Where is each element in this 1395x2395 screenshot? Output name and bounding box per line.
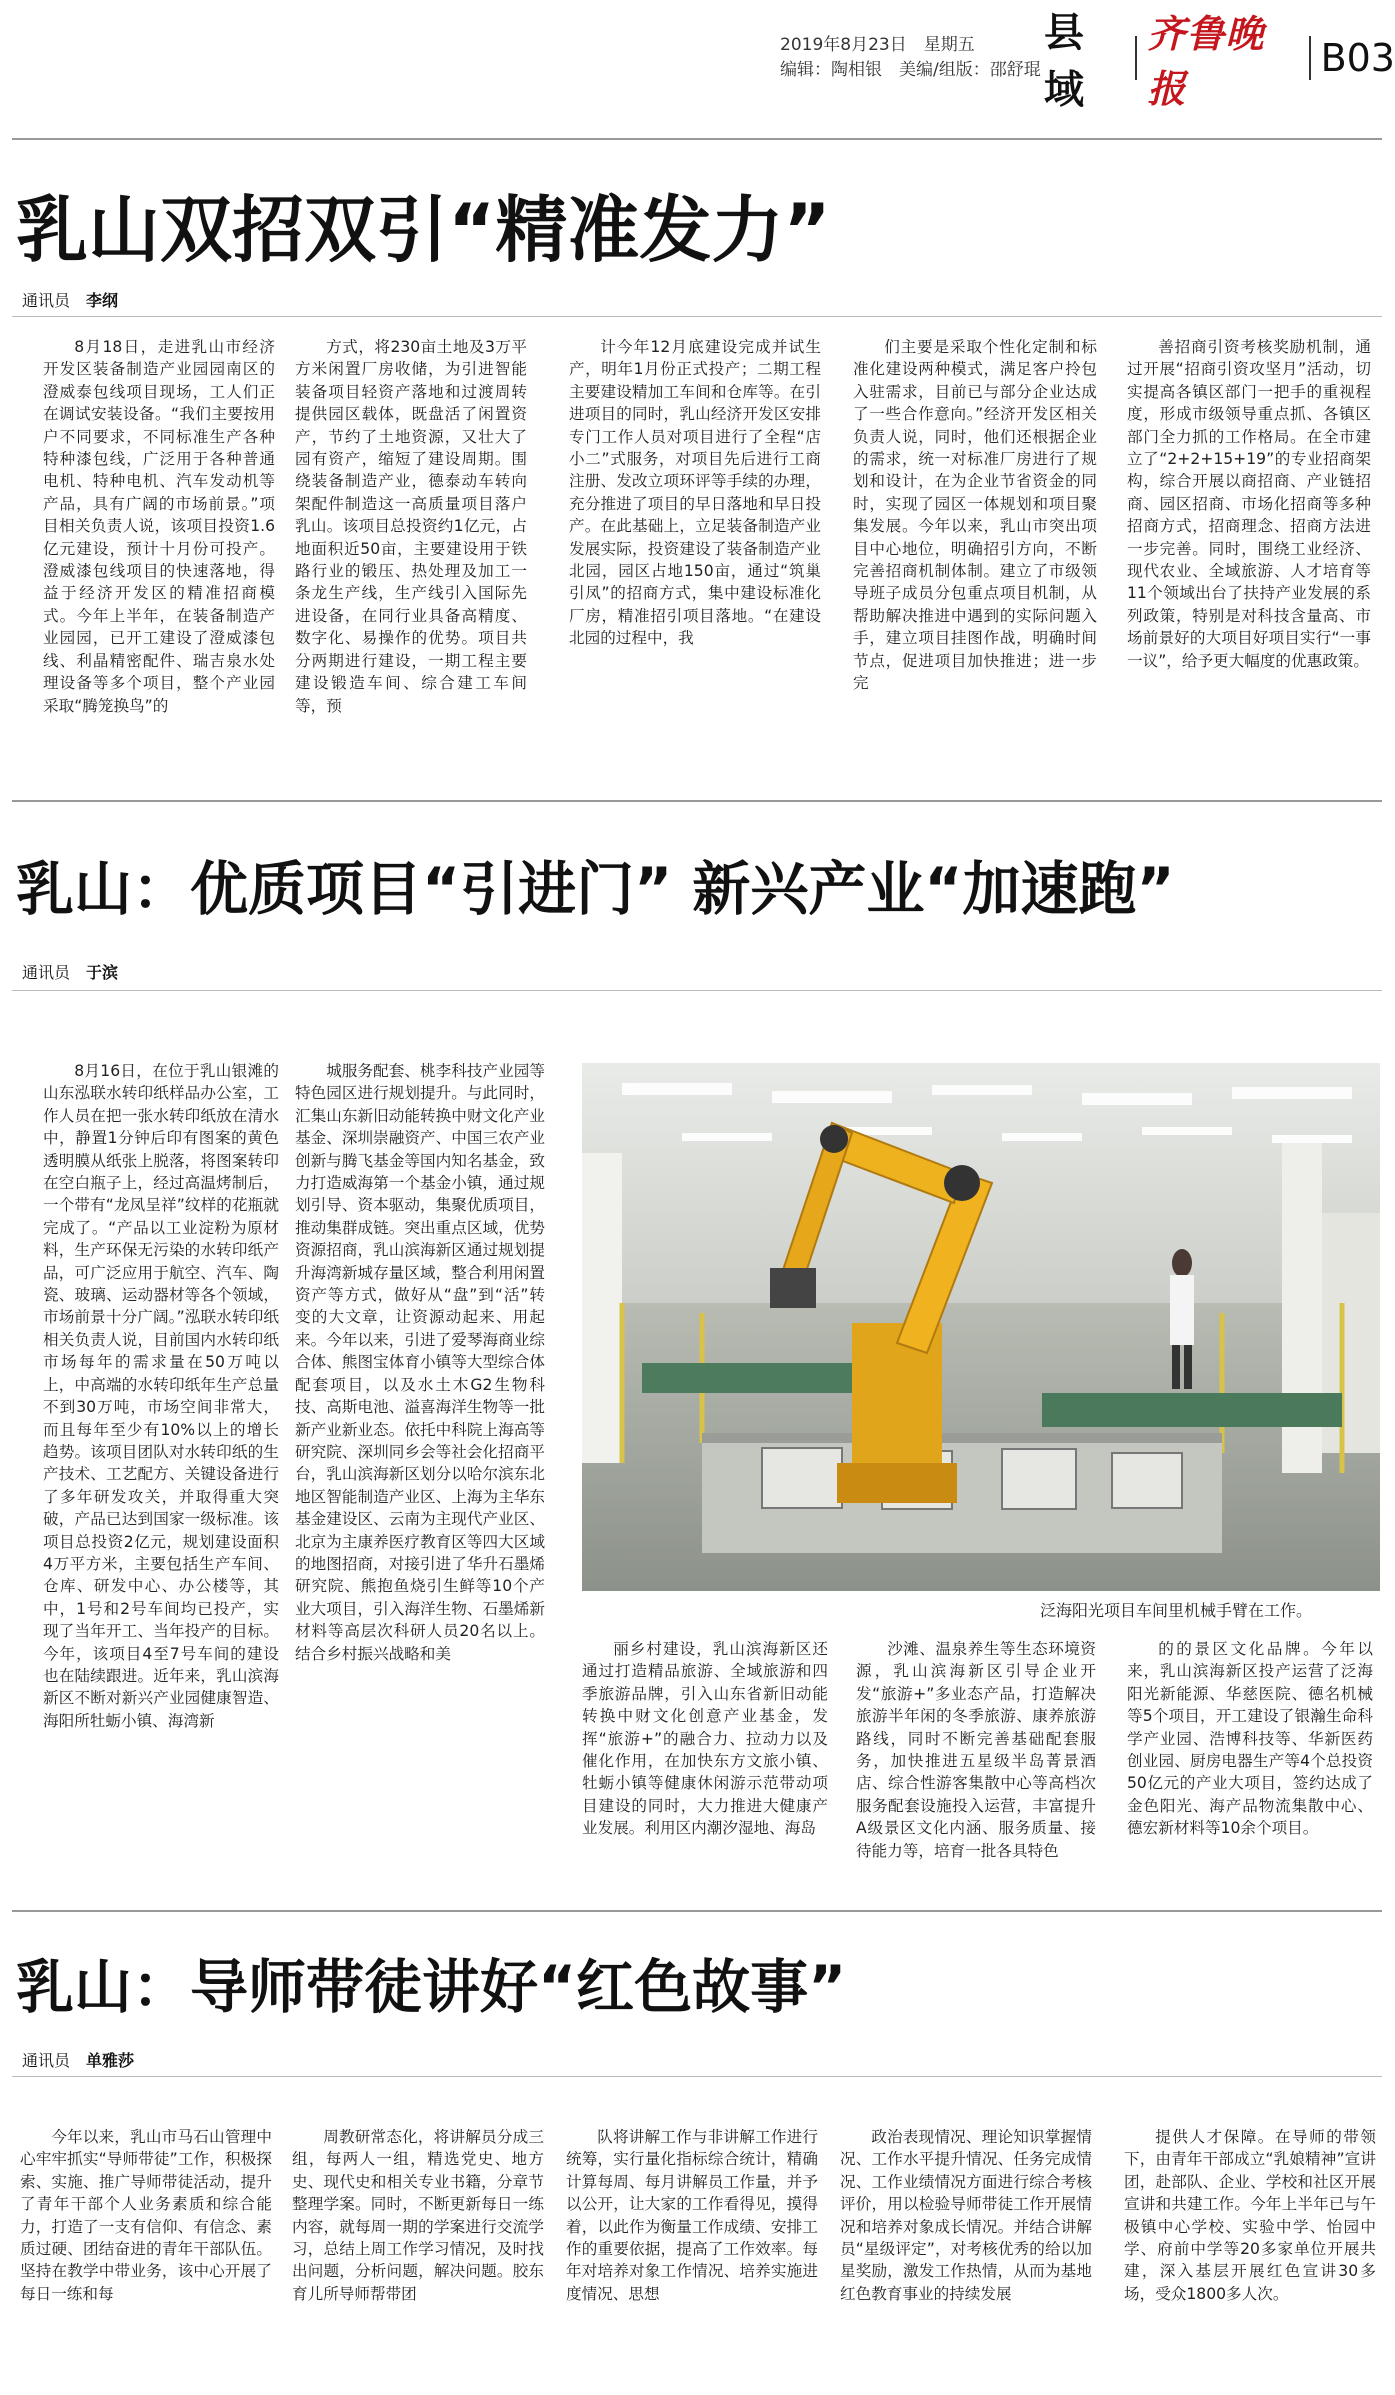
masthead-meta <box>780 33 1041 83</box>
article-3-column-4: 政治表现情况、理论知识掌握情况、工作水平提升情况、任务完成情况、工作业绩情况方面进行综合考核评价，用以检验导师带徒工作开展情况和培养对象成长情况。并结合讲解员“星级评定”，对考核优秀的给以加星奖励，激发工作热情，从而为基地红色教育事业的持续发展 <box>840 2128 1092 2303</box>
article-3-column-2: 周教研常态化，将讲解员分成三组，每两人一组，精选党史、地方史、现代史和相关专业书籍，分章节整理学案。同时，不断更新每日一练内容，就每周一期的学案进行交流学习，总结上周工作学习情况，及时找出问题，分析问题，解决问题。胶东育儿所导师帮带团 <box>292 2128 544 2303</box>
article-1-column-2: 方式，将230亩土地及3万平方米闲置厂房收储，为引进智能装备项目轻资产落地和过渡周转提供园区载体，既盘活了闲置资产，节约了土地资源，又壮大了园有资产，缩短了建设周期。围绕装备制造产业，德泰动车转向架配件制造这一高质量项目落户乳山。该项目总投资约1亿元，占地面积近50亩，主要建设用于铁路行业的锻压、热处理及加工一条龙生产线，生产线引入国际先进设备，在同行业具备高精度、数字化、易操作的优势。项目共分两期进行建设，一期工程主要建设锻造车间、综合建工车间等，预 <box>295 338 527 715</box>
byline-name: 于滨 <box>86 963 119 982</box>
article-2-column-4: 沙滩、温泉养生等生态环境资源，乳山滨海新区引导企业开发“旅游+”多业态产品，打造解决旅游半年闲的冬季旅游、康养旅游路线，同时不断完善基础配套服务，加快推进五星级半岛菁景酒店、综合性游客集散中心等高档次服务配套设施投入运营，丰富提升A级景区文化内涵、服务质量、接待能力等，培育一批各具特色 <box>856 1640 1096 1860</box>
photo-caption: 泛海阳光项目车间里机械手臂在工作。 <box>1040 1601 1313 1620</box>
article-3-headline: 乳山：导师带徒讲好“红色故事” <box>16 1953 847 2021</box>
section-rule-2 <box>12 1910 1382 1912</box>
byline-rule <box>12 316 1382 317</box>
masthead-divider <box>1135 36 1137 80</box>
section-rule-1 <box>12 800 1382 802</box>
masthead-brand <box>1044 10 1395 113</box>
article-3-column-3: 队将讲解工作与非讲解工作进行统筹，实行量化指标综合统计，精确计算每周、每月讲解员工作量，并予以公开，让大家的工作看得见，摸得着，以此作为衡量工作成绩、安排工作的重要依据，提高了工作效率。每年对培养对象工作情况、培养实施进度情况、思想 <box>566 2128 818 2303</box>
masthead-divider <box>1309 36 1311 80</box>
article-3-byline <box>22 2048 134 2071</box>
article-1-column-1: 8月18日，走进乳山市经济开发区装备制造产业园园南区的澄威泰包线项目现场，工人们正在调试安装设备。“我们主要按用户不同要求，不同标准生产各种特种漆包线，广泛用于各种普通电机、特种电机、汽车发动机等产品，具有广阔的市场前景。”项目相关负责人说，该项目投资1.6亿元建设，预计十月份可投产。澄威漆包线项目的快速落地，得益于经济开发区的精准招商模式。今年上半年，在装备制造产业园园，已开工建设了澄威漆包线、利晶精密配件、瑞吉泉水处理设备等多个项目，整个产业园采取“腾笼换鸟”的 <box>43 338 275 715</box>
article-1-column-5: 善招商引资考核奖励机制，通过开展“招商引资攻坚月”活动，切实提高各镇区部门一把手的重视程度，形成市级领导重点抓、各镇区部门全力抓的工作格局。在全市建立了“2+2+15+19”的专业招商架构，综合开展以商招商、产业链招商、园区招商、市场化招商等多种招商方式，招商理念、招商方法进一步完善。同时，围绕工业经济、现代农业、全域旅游、人才培育等11个领域出台了扶持产业发展的系列政策，特别是对科技含量高、市场前景好的大项目好项目实行“一事一议”，给予更大幅度的优惠政策。 <box>1127 338 1371 670</box>
byline-label: 通讯员 <box>22 2051 71 2070</box>
byline-label: 通讯员 <box>22 963 71 982</box>
article-2-column-3: 丽乡村建设，乳山滨海新区还通过打造精品旅游、全域旅游和四季旅游品牌，引入山东省新旧动能转换中财文化创意产业基金，发挥“旅游+”的融合力、拉动力以及催化作用，在加快东方文旅小镇、牡蛎小镇等健康休闲游示范带动项目建设的同时，大力推进大健康产业发展。利用区内潮汐湿地、海岛 <box>582 1640 828 1838</box>
article-1-byline <box>22 288 118 311</box>
byline-name: 单雅莎 <box>86 2051 135 2070</box>
top-rule <box>12 138 1382 140</box>
article-1-headline: 乳山双招双引“精准发力” <box>16 188 831 272</box>
page-number: B03 <box>1320 36 1395 80</box>
date-line: 2019年8月23日 星期五 <box>780 35 975 55</box>
byline-rule <box>12 990 1382 991</box>
article-3-column-1: 今年以来，乳山市马石山管理中心牢牢抓实“导师带徒”工作，积极探索、实施、推广导师带徒活动，提升了青年干部个人业务素质和综合能力，打造了一支有信仰、有信念、素质过硬、团结奋进的青年干部队伍。坚持在教学中带业务，该中心开展了每日一练和每 <box>20 2128 272 2303</box>
section-name: 县域 <box>1044 10 1086 113</box>
byline-name: 李纲 <box>86 291 119 310</box>
editor-line: 编辑：陶相银 美编/组版：邵舒琨 <box>780 60 1041 80</box>
paper-logo: 齐鲁晚报 <box>1147 11 1265 111</box>
byline-rule <box>12 2076 1382 2077</box>
byline-label: 通讯员 <box>22 291 71 310</box>
article-2-column-1: 8月16日，在位于乳山银滩的山东泓联水转印纸样品办公室，工作人员在把一张水转印纸放在清水中，静置1分钟后印有图案的黄色透明膜从纸张上脱落，将图案转印在空白瓶子上，经过高温烤制后，一个带有“龙凤呈祥”纹样的花瓶就完成了。“产品以工业淀粉为原材料，生产环保无污染的水转印纸产品，可广泛应用于航空、汽车、陶瓷、玻璃、运动器材等各个领域，市场前景十分广阔。”泓联水转印纸相关负责人说，目前国内水转印纸市场每年的需求量在50万吨以上，中高端的水转印纸年生产总量不到30万吨，市场空间非常大，而且每年至少有10%以上的增长趋势。该项目团队对水转印纸的生产技术、工艺配方、关键设备进行了多年研发攻关，并取得重大突破，产品已达到国家一级标准。该项目总投资2亿元，规划建设面积4万平方米，主要包括生产车间、仓库、研发中心、办公楼等，其中，1号和2号车间均已投产，实现了当年开工、当年投产的目标。今年，该项目4至7号车间的建设也在陆续跟进。近年来，乳山滨海新区不断对新兴产业园健康智造、海阳所牡蛎小镇、海湾新 <box>43 1062 279 1730</box>
article-2-column-5: 的的景区文化品牌。今年以来，乳山滨海新区投产运营了泛海阳光新能源、华慈医院、德名机械等5个项目，开工建设了银瀚生命科学产业园、浩博科技等、华新医药创业园、厨房电器生产等4个总投资50亿元的产业大项目，签约达成了金色阳光、海产品物流集散中心、德宏新材料等10余个项目。 <box>1127 1640 1373 1838</box>
article-2-headline: 乳山：优质项目“引进门” 新兴产业“加速跑” <box>16 855 1175 923</box>
article-2-byline <box>22 960 118 983</box>
article-2-column-2: 城服务配套、桃李科技产业园等特色园区进行规划提升。与此同时，汇集山东新旧动能转换中财文化产业基金、深圳崇融资产、中国三农产业创新与腾飞基金等国内知名基金，致力打造威海第一个基金小镇，通过规划引导、资本驱动，集聚优质项目，推动集群成链。突出重点区域，优势资源招商，乳山滨海新区通过规划提升海湾新城存量区域，整合利用闲置资产等方式，做好从“盘”到“活”转变的大文章，让资源动起来、用起来。今年以来，引进了爱琴海商业综合体、熊图宝体育小镇等大型综合体配套项目，以及水土木G2生物科技、高斯电池、溢喜海洋生物等一批新产业新业态。依托中科院上海高等研究院、深圳同乡会等社会化招商平台，乳山滨海新区划分以哈尔滨东北地区智能制造产业区、上海为主华东基金建设区、云南为主现代产业区、北京为主康养医疗教育区等四大区域的地图招商，对接引进了华升石墨烯研究院、熊抱鱼烧引生鲜等10个产业大项目，引入海洋生物、石墨烯新材料等高层次科研人员20名以上。结合乡村振兴战略和美 <box>295 1062 545 1663</box>
article-1-column-4: 们主要是采取个性化定制和标准化建设两种模式，满足客户拎包入驻需求，目前已与部分企业达成了一些合作意向。”经济开发区相关负责人说，同时，他们还根据企业的需求，统一对标准厂房进行了规划和设计，在为企业节省资金的同时，实现了园区一体规划和项目聚集发展。今年以来，乳山市突出项目中心地位，明确招引方向，不断完善招商机制体制。建立了市级领导班子成员分包重点项目机制，从帮助解决推进中遇到的实际问题入手，建立项目挂图作战，明确时间节点，促进项目加快推进；进一步完 <box>853 338 1097 693</box>
article-3-column-5: 提供人才保障。在导师的带领下，由青年干部成立“乳娘精神”宣讲团，赴部队、企业、学校和社区开展宣讲和共建工作。今年上半年已与午极镇中心学校、实验中学、怡园中学、府前中学等20多家单位开展共建，深入基层开展红色宣讲30多场，受众1800多人次。 <box>1124 2128 1376 2303</box>
factory-robot-photo <box>582 1063 1380 1591</box>
article-1-column-3: 计今年12月底建设完成并试生产，明年1月份正式投产；二期工程主要建设精加工车间和仓库等。在引进项目的同时，乳山经济开发区安排专门工作人员对项目进行了全程“店小二”式服务，对项目先后进行工商注册、发改立项环评等手续的办理，充分推进了项目的早日落地和早日投产。在此基础上，立足装备制造产业发展实际，投资建设了装备制造产业北园，园区占地150亩，通过“筑巢引凤”的招商方式，集中建设标准化厂房，精准招引项目落地。“在建设北园的过程中，我 <box>569 338 821 648</box>
photo-illustration <box>582 1063 1380 1591</box>
